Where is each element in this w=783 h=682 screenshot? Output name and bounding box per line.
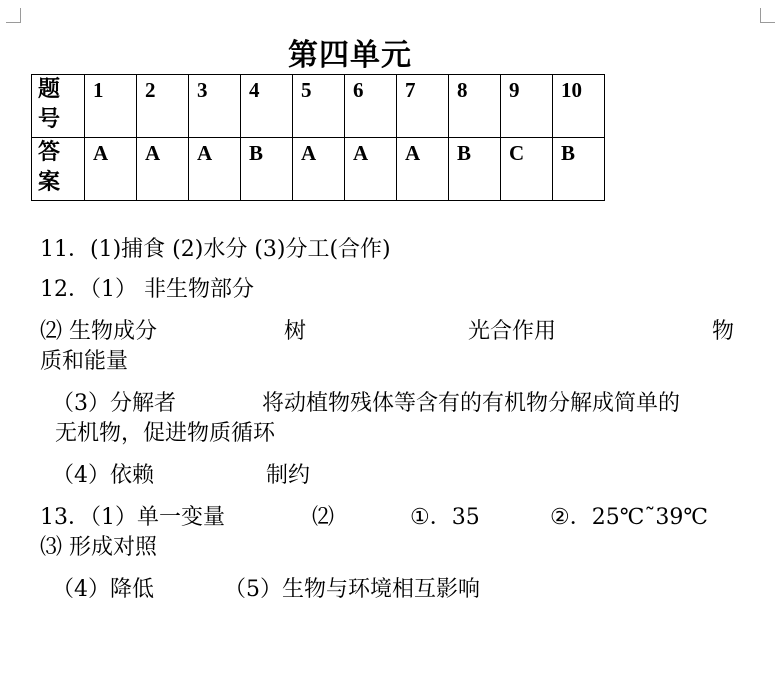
page-title: 第四单元 [288, 38, 412, 73]
question-number: 1 [85, 75, 137, 138]
q12-2-tree: 树 [284, 319, 307, 344]
q11-line: 11．(1)捕食 (2)水分 (3)分工(合作) [40, 237, 391, 262]
q13-4-label: （4）降低 [52, 577, 154, 602]
answer-cell: A [397, 138, 449, 201]
q12-line-2-cont: 质和能量 [40, 349, 129, 374]
header-char: 号 [38, 107, 61, 132]
answer-cell: A [189, 138, 241, 201]
corner-mark-left [6, 8, 21, 23]
question-number: 9 [501, 75, 553, 138]
question-number: 7 [397, 75, 449, 138]
q12-3-label: （3）分解者 [52, 391, 176, 416]
question-number: 4 [241, 75, 293, 138]
header-char: 题 [38, 77, 61, 102]
q13-2-a: ①．35 [410, 505, 480, 530]
q12-line-1: 12．（1） 非生物部分 [40, 277, 254, 302]
q13-5-label: （5）生物与环境相互影响 [224, 577, 480, 602]
answer-cell: A [85, 138, 137, 201]
answer-cell: A [345, 138, 397, 201]
header-char: 案 [38, 170, 61, 195]
answer-cell: C [501, 138, 553, 201]
corner-mark-right [760, 8, 775, 23]
q13-2-b: ②．25℃˜39℃ [550, 505, 708, 530]
header-char: 答 [38, 140, 61, 165]
question-number: 2 [137, 75, 189, 138]
q13-2-label: ⑵ [312, 505, 335, 530]
q12-4-text: 制约 [266, 463, 311, 488]
question-number: 3 [189, 75, 241, 138]
answer-row [32, 138, 605, 201]
q12-3-text: 将动植物残体等含有的有机物分解成简单的 [262, 391, 681, 416]
q12-4-label: （4）依赖 [52, 463, 154, 488]
answer-table [31, 74, 605, 201]
question-number: 10 [553, 75, 605, 138]
q12-2-photosynthesis: 光合作用 [468, 319, 557, 344]
question-number: 5 [293, 75, 345, 138]
q13-line-2: ⑶ 形成对照 [40, 535, 157, 560]
question-number: 6 [345, 75, 397, 138]
number-row [32, 75, 605, 138]
answer-cell: B [241, 138, 293, 201]
question-number: 8 [449, 75, 501, 138]
q12-2-wu: 物 [712, 319, 735, 344]
answer-row-header [32, 138, 85, 201]
q13-1-label: 13．（1）单一变量 [40, 505, 225, 530]
answer-cell: B [449, 138, 501, 201]
answer-cell: A [137, 138, 189, 201]
number-row-header [32, 75, 85, 138]
q12-2-label: ⑵ 生物成分 [40, 319, 157, 344]
answer-cell: A [293, 138, 345, 201]
answer-cell: B [553, 138, 605, 201]
q12-line-3-cont: 无机物，促进物质循环 [55, 421, 276, 446]
